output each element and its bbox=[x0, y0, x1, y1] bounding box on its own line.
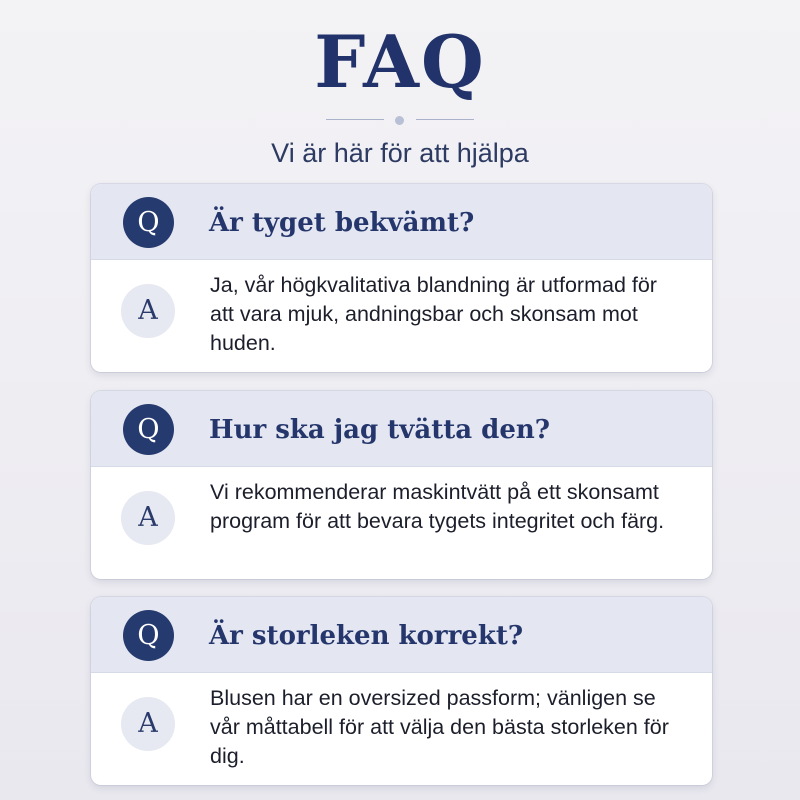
title-divider bbox=[326, 114, 474, 126]
question-badge-icon: Q bbox=[123, 404, 174, 455]
faq-item bbox=[91, 391, 712, 579]
question-badge-icon: Q bbox=[123, 197, 174, 248]
faq-item bbox=[91, 184, 712, 372]
answer-text: Blusen har en oversized passform; vänligen se vår måttabell för att välja den bästa storleken för dig. bbox=[210, 686, 669, 768]
divider-line-left bbox=[326, 119, 384, 120]
page-subtitle: Vi är här för att hjälpa bbox=[271, 138, 529, 168]
question-badge-icon: Q bbox=[123, 610, 174, 661]
page-title: FAQ bbox=[314, 19, 486, 104]
question-text: Är tyget bekvämt? bbox=[209, 208, 475, 238]
answer-row bbox=[91, 468, 712, 579]
question-text: Hur ska jag tvätta den? bbox=[209, 415, 550, 445]
answer-row bbox=[91, 261, 712, 372]
question-text: Är storleken korrekt? bbox=[209, 621, 524, 651]
answer-text: Vi rekommenderar maskintvätt på ett skonsamt program för att bevara tygets integritet och färg. bbox=[210, 480, 665, 533]
answer-row bbox=[91, 674, 712, 785]
question-row bbox=[91, 184, 712, 260]
question-row bbox=[91, 597, 712, 673]
divider-line-right bbox=[416, 119, 474, 120]
answer-badge-icon: A bbox=[121, 697, 175, 751]
answer-badge-icon: A bbox=[121, 284, 175, 338]
answer-badge-icon: A bbox=[121, 491, 175, 545]
question-row bbox=[91, 391, 712, 467]
answer-text: Ja, vår högkvalitativa blandning är utformad för att vara mjuk, andningsbar och skonsam mot huden. bbox=[210, 273, 657, 355]
faq-item bbox=[91, 597, 712, 785]
divider-dot-icon bbox=[395, 116, 404, 125]
